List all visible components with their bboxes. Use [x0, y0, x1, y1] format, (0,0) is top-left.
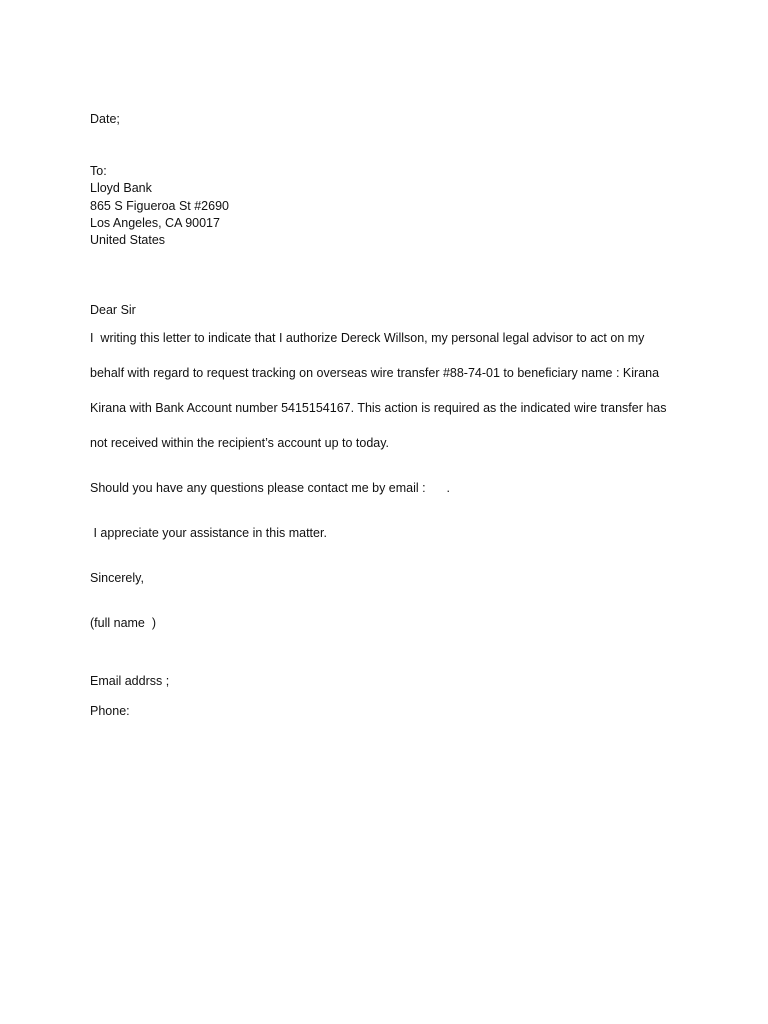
appreciation-line: I appreciate your assistance in this matter. [90, 526, 327, 540]
recipient-country: United States [90, 233, 166, 248]
phone-label: Phone: [90, 704, 130, 718]
body-paragraph [90, 330, 690, 470]
recipient-city-line: Los Angeles, CA 90017 [90, 215, 220, 230]
body-line: I writing this letter to indicate that I authorize Dereck Willson, my personal legal advisor to act on my [90, 331, 645, 345]
full-name-placeholder: (full name ) [90, 616, 156, 630]
email-label: Email addrss ; [90, 674, 170, 688]
recipient-name: Lloyd Bank [90, 181, 152, 196]
salutation: Dear Sir [90, 303, 136, 317]
closing: Sincerely, [90, 571, 144, 585]
recipient-street: 865 S Figueroa St #2690 [90, 198, 229, 213]
contact-line: Should you have any questions please contact me by email : . [90, 481, 450, 495]
recipient-address-block [90, 163, 229, 249]
to-label: To: [90, 164, 107, 178]
body-line: Kirana with Bank Account number 5415154167. This action is required as the indicated wire transfer has [90, 401, 667, 415]
body-line: behalf with regard to request tracking on overseas wire transfer #88-74-01 to beneficiary name : Kirana [90, 366, 660, 380]
body-line: not received within the recipient’s account up to today. [90, 436, 390, 450]
date-label: Date; [90, 112, 120, 126]
